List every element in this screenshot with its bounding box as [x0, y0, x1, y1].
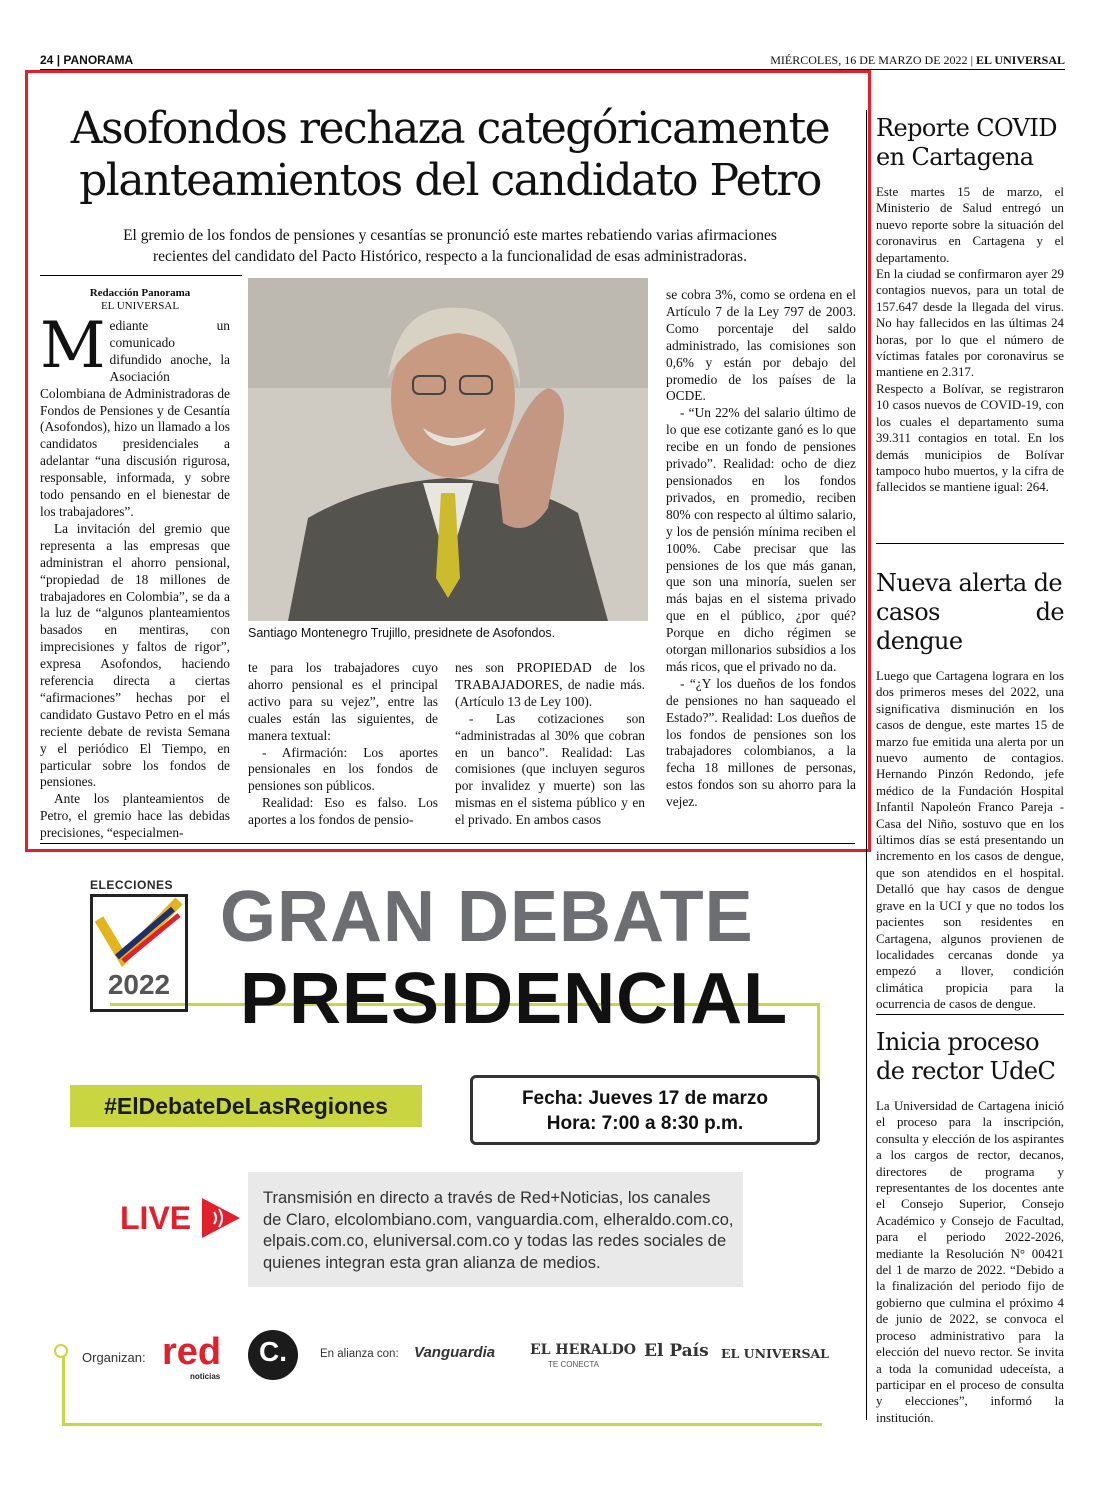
date-text: MIÉRCOLES, 16 DE MARZO DE 2022: [770, 53, 968, 67]
transmission-line: Transmisión en directo a través de Red+Noticias, los canales: [263, 1189, 711, 1207]
paragraph: - “¿Y los dueños de los fondos de pensiones no han saqueado el Estado?”. Realidad: Los dueños de los fondos de pensiones son los trabajadores colombianos, a la fecha 18 millones de personas, estos fondos son su ahorro para la vejez.: [666, 675, 856, 810]
article-column-1: [40, 309, 230, 842]
transmission-line: elpais.com.co, eluniversal.com.co y todas las redes sociales de: [263, 1232, 727, 1250]
sidebar-rule: [876, 1014, 1064, 1015]
sidebar-headline: [876, 114, 1064, 172]
article-photo: [248, 278, 648, 621]
paragraph: nes son PROPIEDAD de los TRABAJADORES, de nadie más. (Artículo 13 de Ley 100).: [455, 660, 645, 709]
paragraph: Luego que Cartagena lograra en los dos primeros meses del 2022, una significativa disminución en los casos de dengue, este martes 15 de marzo fue emitida una alerta por un nuevo aumento de contagios. Hernando Pinzón Redondo, jefe médico de la Fundación Hospital Infantil Napoleón Franco Pareja - Casa del Niño, sostuvo que en los últimos días se está presentando un incremento en los casos de dengue, que son atendidos en el hospital. Detalló que hay casos de dengue grave en la UCI y que no todos los pacientes son residentes en Cartagena, algunos provienen de localidades cercanas donde ya empezó a llover, condición climática propicia para la ocurrencia de casos de dengue.: [876, 669, 1064, 1012]
sidebar-divider: [866, 110, 867, 1420]
elecciones-label: ELECCIONES: [90, 878, 174, 892]
hora-text: Hora: 7:00 a 8:30 p.m.: [546, 1113, 744, 1134]
date-box: [470, 1075, 820, 1145]
live-play-icon: [198, 1196, 242, 1240]
elecciones-logo: [90, 894, 188, 1012]
sidebar-headline-line: en Cartagena: [876, 143, 1034, 171]
sidebar-headline: [876, 569, 1064, 656]
ad-title-line-2: PRESIDENCIAL: [240, 959, 789, 1039]
sidebar-rule: [876, 543, 1064, 544]
deck-line-2: recientes del candidato del Pacto Histórico, respecto a la funcionalidad de esas administradoras.: [153, 248, 747, 265]
portrait-illustration: [248, 278, 648, 621]
sidebar-body: [876, 668, 1064, 1013]
article-column-2: [248, 660, 438, 829]
article-deck: [40, 225, 860, 267]
el-colombiano-logo: [248, 1330, 298, 1380]
article-bottom-rule: [40, 843, 855, 844]
paragraph: Este martes 15 de marzo, el Ministerio de Salud entregó un nuevo reporte sobre la situación del coronavirus en Cartagena y el departamento.: [876, 185, 1064, 265]
debate-advertisement: [40, 870, 860, 1470]
el-heraldo-logo: EL HERALDO: [530, 1342, 636, 1358]
ad-frame-line: [62, 1350, 65, 1425]
photo-caption: Santiago Montenegro Trujillo, presidnete de Asofondos.: [248, 626, 556, 640]
live-label: LIVE: [120, 1200, 192, 1236]
el-colombiano-letter: C.: [259, 1336, 287, 1367]
byline-rule: [40, 275, 242, 276]
ad-frame-line: [62, 1423, 822, 1426]
sidebar-body: [876, 184, 1064, 496]
sidebar-story-dengue: [876, 569, 1064, 1013]
frame-dot: [54, 1344, 68, 1358]
drop-cap: M: [40, 309, 106, 383]
paragraph: Ante los planteamientos de Petro, el gremio hace las debidas precisiones, “especialmen-: [40, 791, 230, 841]
paragraph: se cobra 3%, como se ordena en el Artículo 7 de la Ley 797 de 2003. Como porcentaje del saldo administrado, las comisiones son 0,6% y están por debajo del promedio de los países de la OCDE.: [666, 287, 856, 404]
page-date: MIÉRCOLES, 16 DE MARZO DE 2022 | EL UNIVERSAL: [770, 53, 1065, 67]
el-pais-logo: El País: [644, 1341, 709, 1361]
paragraph-text: ediante un comunicado difundido anoche, la Asociación Colombiana de Administradoras de Fondos de Pensiones y de Cesantía (Asofondos), hizo un llamado a los candidatos presidenciales a adelantar “una discusión rigurosa, responsable, informada, y sobre todo pensando en el bienestar de los trabajadores”.: [40, 318, 230, 519]
paragraph: te para los trabajadores cuyo ahorro pensional es el principal activo para su vejez”, entre las cuales están las siguientes, de manera textual:: [248, 660, 438, 743]
red-noticias-sub: noticias: [190, 1372, 221, 1381]
logo-year: 2022: [107, 969, 171, 1000]
transmission-box: [248, 1172, 743, 1287]
sidebar-body: [876, 1098, 1064, 1426]
fecha-text: Fecha: Jueves 17 de marzo: [521, 1088, 769, 1109]
sidebar-headline-line: de rector UdeC: [876, 1057, 1056, 1085]
article-column-3: [455, 660, 645, 829]
transmission-line: de Claro, elcolombiano.com, vanguardia.com, elheraldo.com.co,: [263, 1210, 734, 1229]
page-number: 24: [40, 53, 54, 67]
sidebar-headline-line: Inicia proceso: [876, 1028, 1039, 1056]
deck-line-1: El gremio de los fondos de pensiones y cesantías se pronunció este martes rebatiendo varias afirmaciones: [123, 227, 777, 244]
article-column-4: [666, 287, 856, 811]
paragraph: - “Un 22% del salario último de lo que ese cotizante ganó es lo que recibe en un fondo de pensiones privado”. Realidad: ocho de diez pensionados en los fondos privados, en promedio, reciben 80% con respecto al último salario, y los de pensión mínima reciben el 100%. Cabe precisar que las pensiones de los que más ganan, que son una minoría, suelen ser más bajas en el sistema privado que en el público, ¿por qué? Porque en dicho régimen se otorgan millonarios subsidios a los más ricos, que el privado no da.: [666, 405, 856, 674]
paragraph: [40, 309, 230, 521]
section-name: PANORAMA: [63, 53, 134, 67]
paragraph: - Afirmación: Los aportes pensionales en los fondos de pensiones son públicos.: [248, 744, 438, 794]
sidebar-headline: [876, 1028, 1064, 1086]
vanguardia-logo: Vanguardia: [414, 1344, 496, 1361]
alianza-label: En alianza con:: [320, 1348, 399, 1360]
byline-name: Redacción Panorama: [89, 287, 191, 299]
transmission-line: quienes integran esta gran alianza de medios.: [263, 1253, 601, 1272]
paragraph: - Las cotizaciones son “administradas al 30% que cobran en un banco”. Realidad: Las comisiones (que incluyen seguros por invalidez y muerte) son las mismas en el sistema público y en el privado. En ambos casos: [455, 710, 645, 828]
paragraph: La Universidad de Cartagena inició el proceso para la inscripción, consulta y elección de los aspirantes a los cargos de rector, decanos, directores de programa y representantes de los docentes ante el Consejo Superior, Consejo Académico y Consejo de Facultad, para el periodo 2022-2026, mediante la Resolución N° 00421 del 1 de marzo de 2022. “Debido a la finalización del periodo fijo de gobierno que culmina el próximo 4 de junio de 2022, se convoca el proceso administrativo para la elección del nuevo rector. Se invita a toda la comunidad udeceísta, a participar en el proceso de consulta y elecciones”, informó la institución.: [876, 1099, 1064, 1425]
byline-outlet: EL UNIVERSAL: [100, 300, 180, 312]
sidebar-story-covid: [876, 114, 1064, 496]
sidebar-headline-line: Reporte COVID: [876, 114, 1057, 142]
el-heraldo-sub: TE CONECTA: [548, 1360, 599, 1369]
red-noticias-logo: red: [162, 1331, 222, 1373]
sidebar-headline-line: Nueva alerta de: [876, 569, 1062, 597]
sidebar-story-udec: [876, 1028, 1064, 1426]
ballot-check-icon: [93, 897, 185, 967]
paragraph: La invitación del gremio que representa a las empresas que administran el ahorro pensional, “propiedad de 18 millones de trabajadores en Colombia”, se da a la luz de “algunos planteamientos basados en mentiras, con imprecisiones y faltos de rigor”, expresa Asofondos, haciendo referencia directa a ciertas “afirmaciones” hechas por el candidato Gustavo Petro en el más reciente debate de revista Semana y el periódico El Tiempo, en particular sobre los fondos de pensiones.: [40, 520, 230, 790]
page-header: [40, 53, 1065, 70]
el-universal-logo: EL UNIVERSAL: [721, 1346, 829, 1361]
organizan-label: Organizan:: [82, 1350, 146, 1365]
page-section: 24 | PANORAMA: [40, 53, 134, 67]
sidebar-headline-line: casos de dengue: [876, 598, 1064, 655]
article-headline: [40, 103, 860, 207]
paragraph: Respecto a Bolívar, se registraron 10 casos nuevos de COVID-19, con los cuales el departamento suma 39.311 contagios en total. En los demás municipios de Bolívar tampoco hubo muertos, y la cifra de fallecidos se mantiene igual: 264.: [876, 381, 1064, 495]
headline-line-1: Asofondos rechaza categóricamente: [70, 103, 830, 154]
headline-line-2: planteamientos del candidato Petro: [79, 155, 821, 206]
paragraph: Realidad: Eso es falso. Los aportes a los fondos de pensio-: [248, 795, 438, 828]
paragraph: En la ciudad se confirmaron ayer 29 contagios nuevos, para un total de 157.647 desde la llegada del virus. No hay fallecidos en las últimas 24 horas, por lo que el número de víctimas fatales por coronavirus se mantiene en 2.317.: [876, 267, 1064, 380]
hashtag-badge: #ElDebateDeLasRegiones: [70, 1085, 422, 1127]
ad-title-line-1: GRAN DEBATE: [220, 877, 754, 957]
paper-name: EL UNIVERSAL: [975, 53, 1065, 67]
